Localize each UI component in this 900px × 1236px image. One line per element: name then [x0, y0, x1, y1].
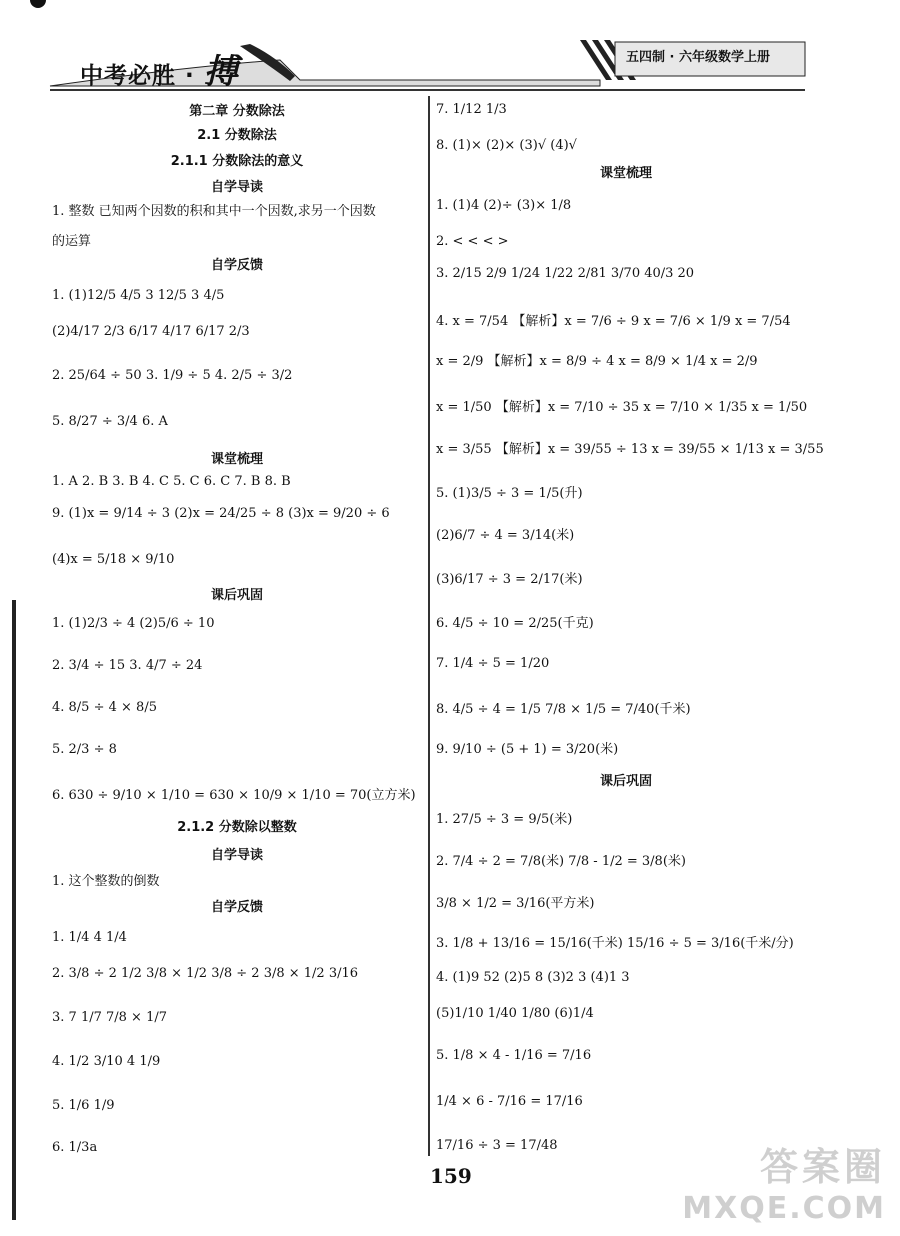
answer-line: 3. 1/8 + 13/16 = 15/16(千米) 15/16 ÷ 5 = 3/16(千米/分): [436, 936, 794, 951]
answer-line: 5. 1/8 × 4 - 1/16 = 7/16: [436, 1048, 592, 1063]
column-divider: [428, 96, 430, 1156]
section-heading: 课后巩固: [599, 774, 652, 789]
answer-line: 17/16 ÷ 3 = 17/48: [436, 1138, 558, 1153]
section-heading: 自学反馈: [210, 900, 263, 915]
answer-line: 6. 630 ÷ 9/10 × 1/10 = 630 × 10/9 × 1/10 = 70(立方米): [52, 788, 416, 803]
answer-line: 6. 4/5 ÷ 10 = 2/25(千克): [436, 616, 594, 631]
answer-line: 4. 1/2 3/10 4 1/9: [52, 1054, 161, 1069]
page-corner-mark: [30, 0, 46, 8]
answer-line: 8. (1)× (2)× (3)√ (4)√: [436, 138, 577, 153]
section-heading: 课堂梳理: [599, 166, 652, 181]
answer-line: 2. 25/64 ÷ 50 3. 1/9 ÷ 5 4. 2/5 ÷ 3/2: [52, 368, 293, 383]
answer-line: 5. 8/27 ÷ 3/4 6. A: [52, 414, 168, 429]
answer-line: 1. 这个整数的倒数: [52, 874, 160, 889]
section-heading: 课后巩固: [210, 588, 263, 603]
section-heading: 自学导读: [210, 180, 263, 195]
answer-line: 5. 2/3 ÷ 8: [52, 742, 117, 757]
answer-line: 7. 1/4 ÷ 5 = 1/20: [436, 656, 550, 671]
series-logo-glyph: 搏: [203, 52, 239, 92]
answer-line: 5. 1/6 1/9: [52, 1098, 115, 1113]
page-number: 159: [430, 1164, 472, 1188]
answer-line: x = 2/9 【解析】x = 8/9 ÷ 4 x = 8/9 × 1/4 x = 2/9: [436, 354, 758, 369]
answer-line: 6. 1/3a: [52, 1140, 98, 1155]
answer-line: 9. 9/10 ÷ (5 + 1) = 3/20(米): [436, 742, 619, 757]
answer-line: 3. 2/15 2/9 1/24 1/22 2/81 3/70 40/3 20: [436, 266, 695, 281]
answer-line: 2. 3/4 ÷ 15 3. 4/7 ÷ 24: [52, 658, 203, 673]
answer-line: 4. x = 7/54 【解析】x = 7/6 ÷ 9 x = 7/6 × 1/9 x = 7/54: [436, 314, 791, 329]
answer-line: 2. 3/8 ÷ 2 1/2 3/8 × 1/2 3/8 ÷ 2 3/8 × 1/2 3/16: [52, 966, 359, 981]
answer-line: 3. 7 1/7 7/8 × 1/7: [52, 1010, 167, 1025]
answer-line: (3)6/17 ÷ 3 = 2/17(米): [436, 572, 583, 587]
answer-line: 1. (1)4 (2)÷ (3)× 1/8: [436, 198, 572, 213]
answer-line: 2. < < < >: [436, 234, 509, 249]
answer-line: 3/8 × 1/2 = 3/16(平方米): [436, 896, 595, 911]
watermark-line2: MXQE.COM: [682, 1191, 886, 1226]
answer-line: (4)x = 5/18 × 9/10: [52, 552, 175, 567]
answer-line: 的运算: [52, 234, 92, 249]
binding-edge-bar: [12, 600, 16, 1220]
series-logo: [80, 44, 239, 93]
watermark-line1: 答案圈: [759, 1145, 886, 1189]
answer-line: 7. 1/12 1/3: [436, 102, 507, 117]
section-heading: 自学导读: [210, 848, 263, 863]
answer-line: (2)4/17 2/3 6/17 4/17 6/17 2/3: [52, 324, 250, 339]
answer-line: 4. 8/5 ÷ 4 × 8/5: [52, 700, 157, 715]
answer-line: 9. (1)x = 9/14 ÷ 3 (2)x = 24/25 ÷ 8 (3)x = 9/20 ÷ 6: [52, 506, 390, 521]
answer-line: 1/4 × 6 - 7/16 = 17/16: [436, 1094, 583, 1109]
section-heading: 课堂梳理: [210, 452, 263, 467]
answer-line: 2. 7/4 ÷ 2 = 7/8(米) 7/8 - 1/2 = 3/8(米): [436, 854, 686, 869]
answer-line: 1. 整数 已知两个因数的积和其中一个因数,求另一个因数: [52, 204, 376, 219]
section-heading: 第二章 分数除法: [189, 104, 285, 119]
page-header: [40, 36, 810, 94]
answer-line: 8. 4/5 ÷ 4 = 1/5 7/8 × 1/5 = 7/40(千米): [436, 702, 691, 717]
answer-line: 1. (1)12/5 4/5 3 12/5 3 4/5: [52, 288, 225, 303]
answer-line: (2)6/7 ÷ 4 = 3/14(米): [436, 528, 575, 543]
answer-line: 1. (1)2/3 ÷ 4 (2)5/6 ÷ 10: [52, 616, 215, 631]
answer-line: 4. (1)9 52 (2)5 8 (3)2 3 (4)1 3: [436, 970, 630, 985]
answer-line: x = 1/50 【解析】x = 7/10 ÷ 35 x = 7/10 × 1/35 x = 1/50: [436, 400, 808, 415]
answer-line: (5)1/10 1/40 1/80 (6)1/4: [436, 1006, 594, 1021]
series-logo-text: 中考必胜 ·: [80, 63, 204, 89]
book-title: 五四制 · 六年级数学上册: [626, 50, 770, 65]
watermark: [682, 1136, 886, 1226]
section-heading: 2.1.1 分数除法的意义: [170, 154, 304, 169]
answer-line: 1. 27/5 ÷ 3 = 9/5(米): [436, 812, 573, 827]
answer-line: x = 3/55 【解析】x = 39/55 ÷ 13 x = 39/55 × 1/13 x = 3/55: [436, 442, 824, 457]
answer-line: 1. 1/4 4 1/4: [52, 930, 127, 945]
answer-line: 1. A 2. B 3. B 4. C 5. C 6. C 7. B 8. B: [52, 474, 291, 489]
answer-line: 5. (1)3/5 ÷ 3 = 1/5(升): [436, 486, 583, 501]
section-heading: 2.1.2 分数除以整数: [177, 820, 297, 835]
section-heading: 自学反馈: [210, 258, 263, 273]
section-heading: 2.1 分数除法: [197, 128, 277, 143]
